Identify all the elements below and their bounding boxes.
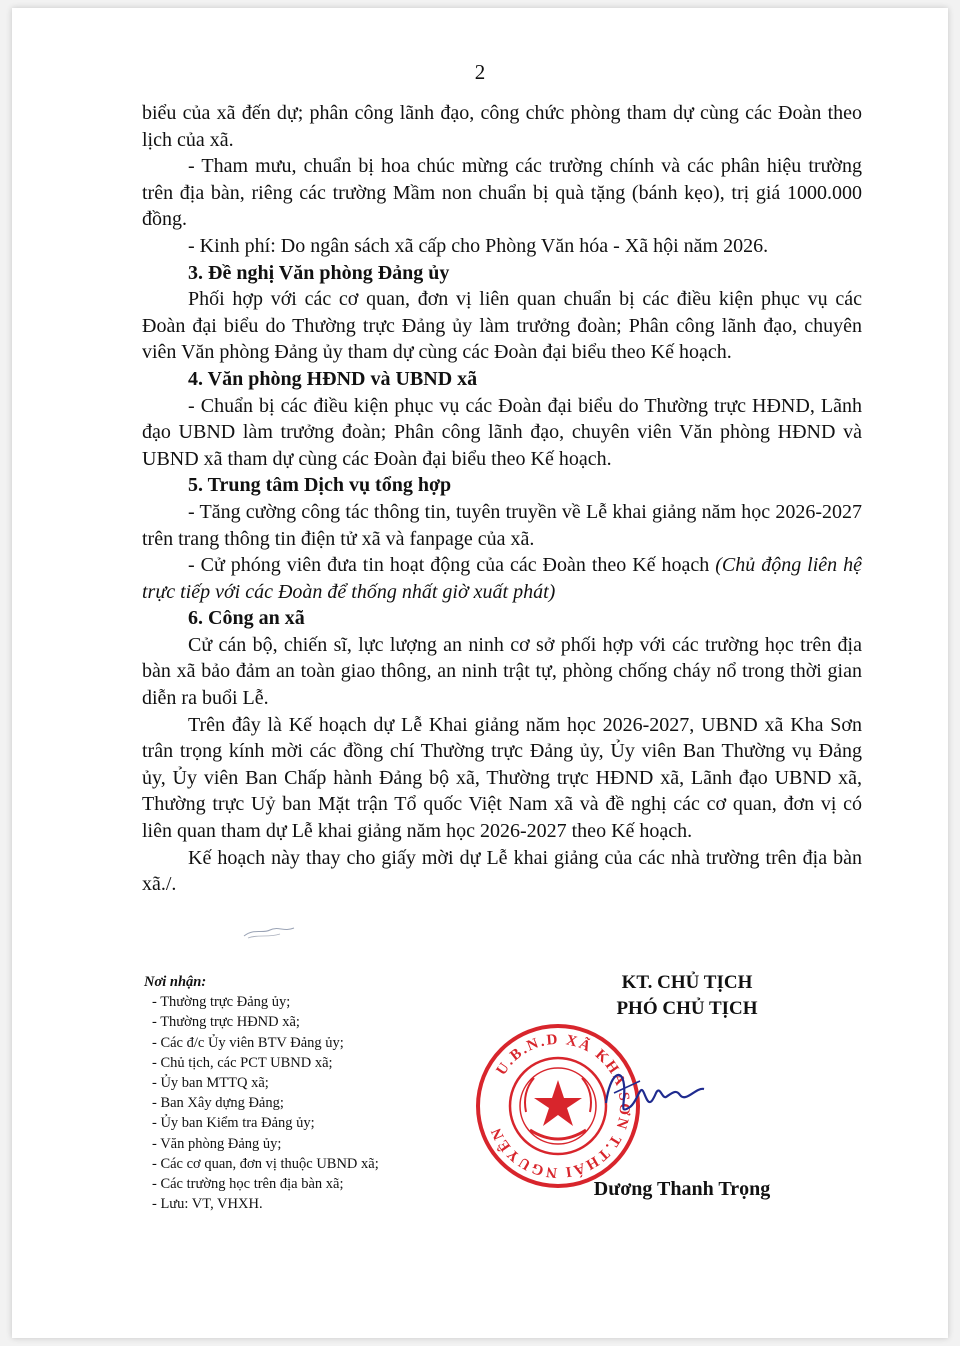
recipient-item: - Ban Xây dựng Đảng;	[152, 1095, 284, 1112]
stamp-text: U.B.N.D XÃ KHA SƠN T.THÁI NGUYÊN	[487, 1031, 633, 1181]
page-number: 2	[474, 60, 486, 84]
handwritten-signature	[600, 1063, 710, 1128]
initials-mark	[240, 922, 300, 947]
document-page	[12, 8, 948, 1338]
recipient-item: - Thường trực Đảng ủy;	[152, 994, 291, 1011]
paragraph: Trên đây là Kế hoạch dự Lễ Khai giảng năm học 2026-2027, UBND xã Kha Sơn trân trọng kính mời các đồng chí Thường trực Đảng ủy, Ủy viên Ban Thường vụ Đảng ủy, Ủy viên Ban Chấp hành Đảng bộ xã, Thường trực HĐND xã, Lãnh đạo UBND xã, Thường trực Uỷ ban Mặt trận Tổ quốc Việt Nam xã và đề nghị các cơ quan, đơn vị có liên quan tham dự Lễ khai giảng năm học 2026-2027 theo Kế hoạch.	[142, 713, 862, 843]
paragraph: - Tham mưu, chuẩn bị hoa chúc mừng các trường chính và các phân hiệu trường trên địa bàn, riêng các trường Mầm non chuẩn bị quà tặng (bánh kẹo), trị giá 1000.000 đồng.	[142, 155, 862, 231]
recipient-item: - Thường trực HĐND xã;	[152, 1014, 300, 1031]
section-heading: 4. Văn phòng HĐND và UBND xã	[188, 367, 478, 390]
paragraph: - Tăng cường công tác thông tin, tuyên truyền về Lễ khai giảng năm học 2026-2027 trên trang thông tin điện tử xã và fanpage của xã.	[142, 500, 862, 550]
section-heading: 5. Trung tâm Dịch vụ tổng hợp	[188, 474, 452, 497]
paragraph: Kế hoạch này thay cho giấy mời dự Lễ khai giảng của các nhà trường trên địa bàn xã./.	[142, 846, 862, 896]
recipient-item: - Ủy ban Kiểm tra Đảng ủy;	[152, 1115, 315, 1132]
signer-title-2: PHÓ CHỦ TỊCH	[616, 998, 758, 1019]
signer-title-1: KT. CHỦ TỊCH	[621, 972, 753, 993]
document-body	[142, 100, 862, 898]
recipient-item: - Chủ tịch, các PCT UBND xã;	[152, 1054, 333, 1071]
recipient-item: - Các trường học trên địa bàn xã;	[152, 1176, 344, 1193]
signature-block	[532, 970, 842, 1022]
recipient-item: - Văn phòng Đảng ủy;	[152, 1135, 282, 1152]
recipient-item: - Các đ/c Ủy viên BTV Đảng ủy;	[152, 1034, 344, 1051]
paragraph: biểu của xã đến dự; phân công lãnh đạo, công chức phòng tham dự cùng các Đoàn theo lịch của xã.	[142, 102, 862, 151]
recipient-item: - Các cơ quan, đơn vị thuộc UBND xã;	[152, 1155, 379, 1172]
signer-name: Dương Thanh Trọng	[593, 1178, 771, 1200]
recipient-item: - Ủy ban MTTQ xã;	[152, 1075, 269, 1092]
paragraph: Cử cán bộ, chiến sĩ, lực lượng an ninh cơ sở phối hợp với các trường học trên địa bàn xã bảo đảm an toàn giao thông, an ninh trật tự, phòng chống cháy nổ trong thời gian diễn ra buổi Lễ.	[142, 633, 862, 710]
paragraph: Phối hợp với các cơ quan, đơn vị liên quan chuẩn bị các điều kiện phục vụ các Đoàn đại biểu do Thường trực Đảng ủy làm trưởng đoàn; Phân công lãnh đạo, chuyên viên Văn phòng Đảng ủy tham dự cùng các Đoàn đại biểu theo Kế hoạch.	[142, 288, 862, 364]
section-heading: 3. Đề nghị Văn phòng Đảng ủy	[188, 261, 450, 284]
section-heading: 6. Công an xã	[188, 607, 305, 630]
recipient-item: - Lưu: VT, VHXH.	[152, 1196, 263, 1213]
italic-note: (Chủ động liên hệ trực tiếp với các Đoàn để thống nhất giờ xuất phát)	[142, 554, 863, 603]
paragraph: - Kinh phí: Do ngân sách xã cấp cho Phòng Văn hóa - Xã hội năm 2026.	[188, 234, 769, 257]
paragraph: - Cử phóng viên đưa tin hoạt động của các Đoàn theo Kế hoạch (Chủ động liên hệ trực tiếp với các Đoàn để thống nhất giờ xuất phát)	[142, 554, 863, 603]
recipients-list	[144, 972, 464, 1214]
paragraph: - Chuẩn bị các điều kiện phục vụ các Đoàn đại biểu do Thường trực HĐND, Lãnh đạo UBND làm trưởng đoàn; Phân công lãnh đạo, chuyên viên Văn phòng HĐND và UBND xã tham dự cùng các Đoàn đại biểu theo Kế hoạch.	[142, 394, 862, 470]
recipients-title: Nơi nhận:	[144, 974, 207, 990]
